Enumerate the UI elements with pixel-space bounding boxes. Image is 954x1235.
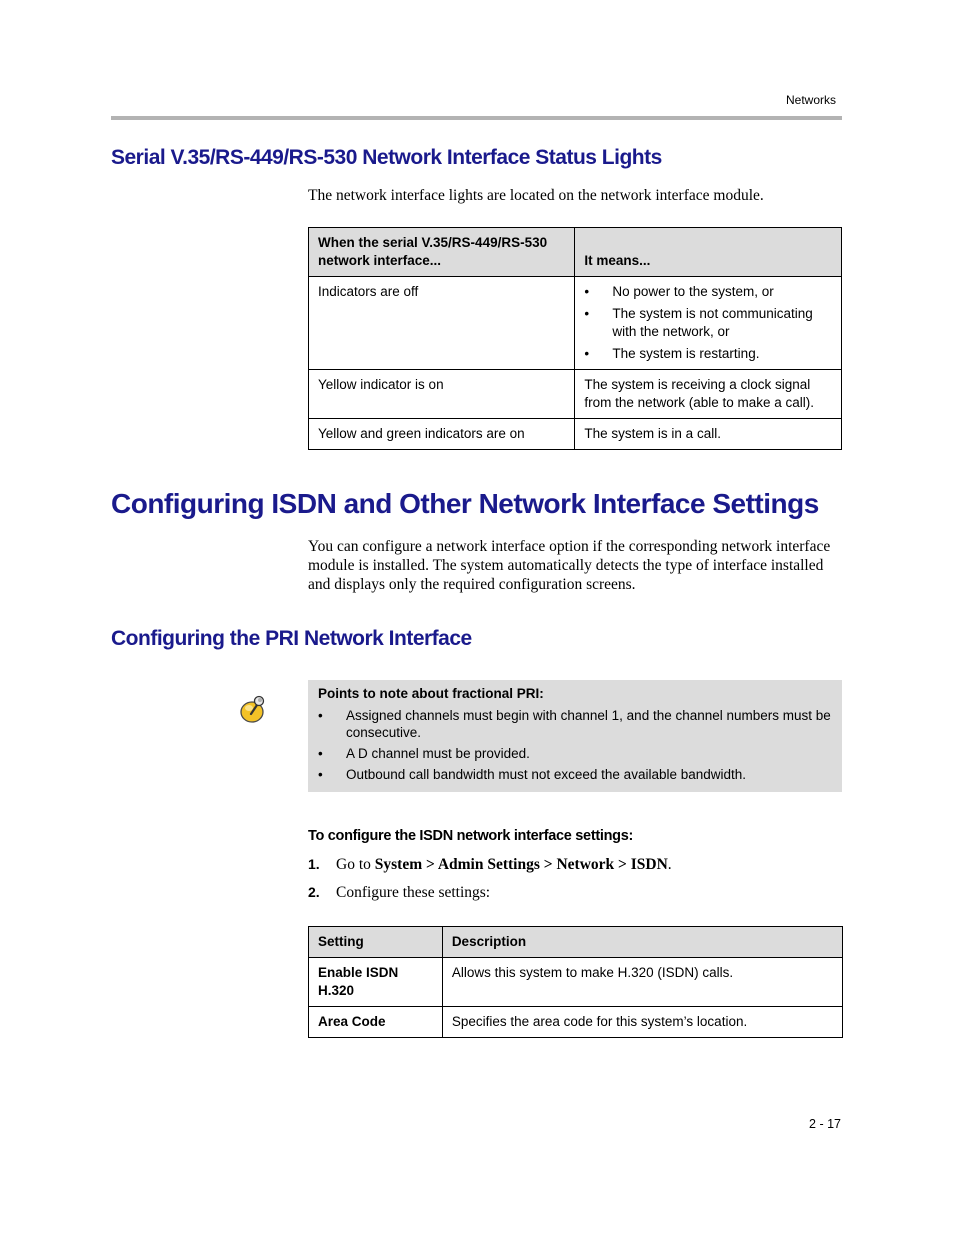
- column-header: Setting: [309, 927, 443, 958]
- table-row: [309, 419, 842, 450]
- table-cell: The system is receiving a clock signal from the network (able to make a call).: [575, 370, 842, 419]
- page-number: 2 - 17: [809, 1117, 841, 1131]
- header-rule: [111, 116, 842, 120]
- step-suffix: .: [667, 856, 672, 873]
- table-row: [309, 958, 843, 1007]
- step-number: 1.: [308, 856, 320, 872]
- menu-path: System > Admin Settings > Network > ISDN: [374, 856, 668, 873]
- column-header: It means...: [575, 228, 842, 277]
- heading-configuring-pri: Configuring the PRI Network Interface: [111, 627, 472, 650]
- procedure-title: To configure the ISDN network interface settings:: [308, 828, 634, 844]
- heading-configuring-isdn: Configuring ISDN and Other Network Interface Settings: [111, 488, 819, 519]
- step-text: Configure these settings:: [336, 884, 491, 901]
- column-header: Description: [442, 927, 842, 958]
- note-list: [318, 707, 832, 783]
- table-cell: Indicators are off: [309, 277, 575, 370]
- table-cell: [575, 277, 842, 370]
- setting-name: Area Code: [309, 1007, 443, 1038]
- table-header-row: [309, 228, 842, 277]
- list-item: • Outbound call bandwidth must not exceed the available bandwidth.: [318, 766, 832, 783]
- note-title: Points to note about fractional PRI:: [318, 686, 544, 701]
- list-item: • A D channel must be provided.: [318, 745, 832, 762]
- status-lights-table: [308, 227, 842, 450]
- list-item: • The system is restarting.: [584, 345, 832, 363]
- table-cell: Yellow indicator is on: [309, 370, 575, 419]
- table-header-row: [309, 927, 843, 958]
- setting-name: Enable ISDN H.320: [309, 958, 443, 1007]
- setting-description: Specifies the area code for this system’s location.: [442, 1007, 842, 1038]
- list-item: • Assigned channels must begin with channel 1, and the channel numbers must be consecutive.: [318, 707, 832, 741]
- column-header: When the serial V.35/RS-449/RS-530 network interface...: [309, 228, 575, 277]
- step-1: [308, 856, 672, 874]
- note-pushpin-icon: [238, 693, 268, 725]
- list-item: • No power to the system, or: [584, 283, 832, 301]
- bullet-list: [584, 283, 832, 363]
- table-cell: Yellow and green indicators are on: [309, 419, 575, 450]
- table-row: [309, 370, 842, 419]
- running-header: Networks: [785, 93, 836, 107]
- note-box: [308, 680, 842, 792]
- isdn-settings-table: [308, 926, 843, 1038]
- step-2: [308, 884, 490, 902]
- table-cell: The system is in a call.: [575, 419, 842, 450]
- step-number: 2.: [308, 884, 320, 900]
- step-text: Go to: [336, 856, 375, 873]
- heading-serial-status-lights: Serial V.35/RS-449/RS-530 Network Interface Status Lights: [111, 146, 662, 169]
- list-item: • The system is not communicating with the network, or: [584, 305, 832, 341]
- setting-description: Allows this system to make H.320 (ISDN) calls.: [442, 958, 842, 1007]
- table-row: [309, 1007, 843, 1038]
- serial-intro-paragraph: The network interface lights are located on the network interface module.: [308, 187, 764, 204]
- table-row: [309, 277, 842, 370]
- isdn-intro-paragraph: You can configure a network interface option if the corresponding network interface module is installed. The system automatically detects the type of interface installed and displays only the required configuration screens.: [308, 538, 831, 593]
